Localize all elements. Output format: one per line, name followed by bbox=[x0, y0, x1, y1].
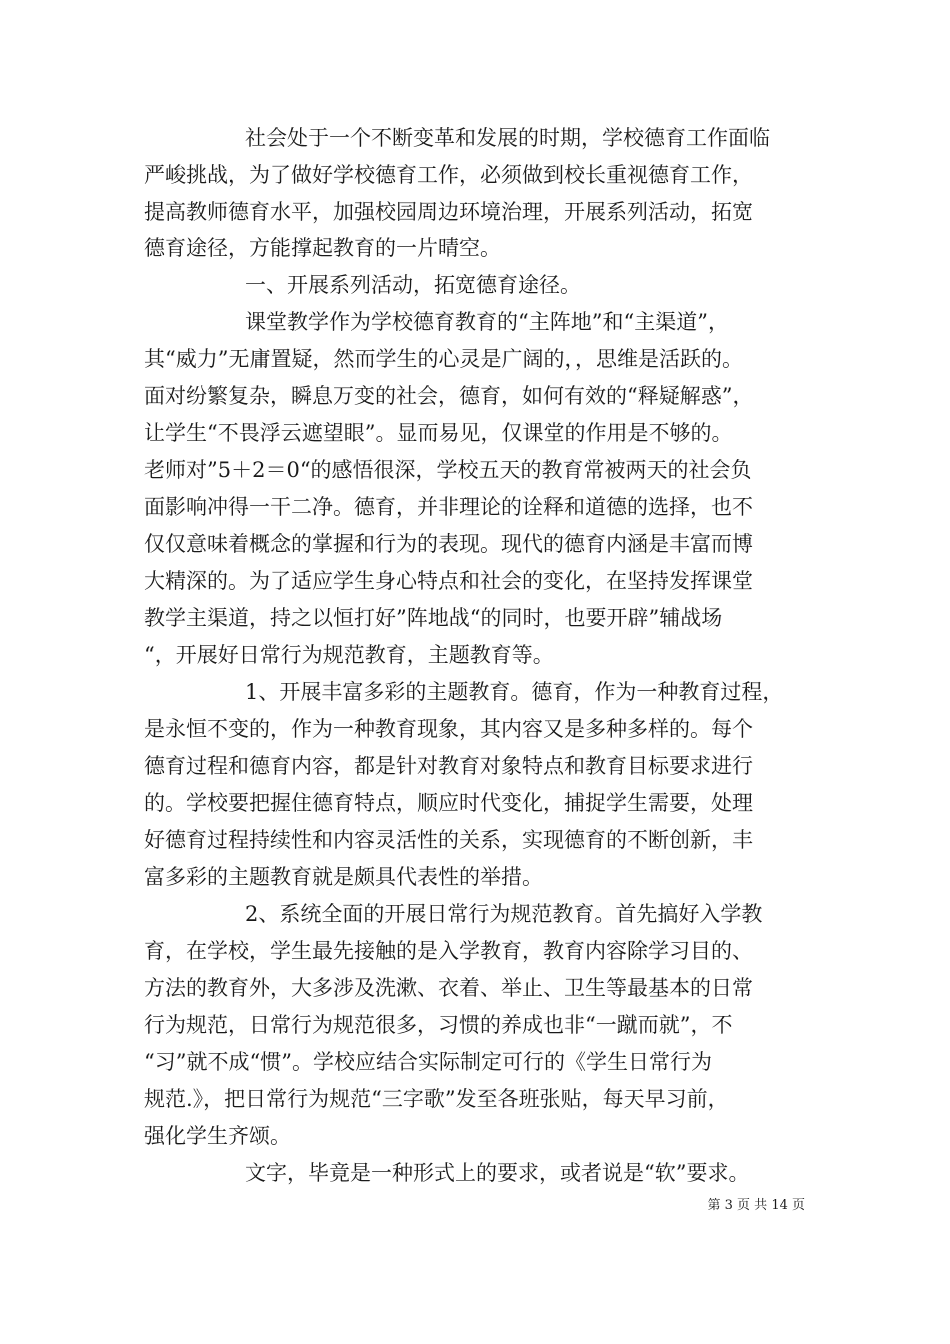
text-line: 严峻挑战，为了做好学校德育工作，必须做到校长重视德育工作， bbox=[144, 163, 753, 187]
text-line: 德育途径，方能撑起教育的一片晴空。 bbox=[144, 236, 501, 260]
text-line: 文字，毕竟是一种形式上的要求，或者说是“软”要求。 bbox=[245, 1161, 750, 1185]
page-number-footer: 第 3 页 共 14 页 bbox=[707, 1198, 805, 1213]
text-line: 方法的教育外，大多涉及洗漱、衣着、举止、卫生等最基本的日常 bbox=[144, 976, 753, 1000]
text-line: 行为规范，日常行为规范很多，习惯的养成也非“一蹴而就”，不 bbox=[144, 1013, 733, 1037]
text-line: 课堂教学作为学校德育教育的“主阵地”和“主渠道”， bbox=[245, 310, 729, 334]
text-line: 好德育过程持续性和内容灵活性的关系，实现德育的不断创新，丰 bbox=[144, 828, 753, 852]
text-line: 强化学生齐颂。 bbox=[144, 1124, 291, 1148]
text-line: “习”就不成“惯”。学校应结合实际制定可行的《学生日常行为 bbox=[144, 1050, 712, 1074]
text-line: 1、开展丰富多彩的主题教育。德育，作为一种教育过程， bbox=[245, 680, 784, 704]
text-line: 面对纷繁复杂，瞬息万变的社会，德育，如何有效的“释疑解惑”， bbox=[144, 384, 754, 408]
text-line: 社会处于一个不断变革和发展的时期，学校德育工作面临 bbox=[245, 126, 770, 150]
text-line: 其“威力”无庸置疑，然而学生的心灵是广阔的，，思维是活跃的。 bbox=[144, 347, 743, 371]
text-line: 面影响冲得一干二净。德育，并非理论的诠释和道德的选择，也不 bbox=[144, 495, 753, 519]
text-line: “，开展好日常行为规范教育，主题教育等。 bbox=[144, 643, 554, 667]
text-line: 大精深的。为了适应学生身心特点和社会的变化，在坚持发挥课堂 bbox=[144, 569, 753, 593]
text-line: 2、系统全面的开展日常行为规范教育。首先搞好入学教 bbox=[245, 902, 763, 926]
text-line: 育，在学校，学生最先接触的是入学教育，教育内容除学习目的、 bbox=[144, 939, 753, 963]
text-line: 让学生“不畏浮云遮望眼”。显而易见，仅课堂的作用是不够的。 bbox=[144, 421, 733, 445]
text-line: 德育过程和德育内容，都是针对教育对象特点和教育目标要求进行 bbox=[144, 754, 753, 778]
text-line: 教学主渠道，持之以恒打好”阵地战“的同时，也要开辟”辅战场 bbox=[144, 606, 723, 630]
text-line: 老师对”5＋2＝0“的感悟很深，学校五天的教育常被两天的社会负 bbox=[144, 458, 752, 482]
text-line: 富多彩的主题教育就是颇具代表性的举措。 bbox=[144, 865, 543, 889]
text-line: 仅仅意味着概念的掌握和行为的表现。现代的德育内涵是丰富而博 bbox=[144, 532, 753, 556]
text-line: 规范.》，把日常行为规范“三字歌”发至各班张贴，每天早习前， bbox=[144, 1087, 729, 1111]
text-line: 是永恒不变的，作为一种教育现象，其内容又是多种多样的。每个 bbox=[144, 717, 753, 741]
text-line: 的。学校要把握住德育特点，顺应时代变化，捕捉学生需要，处理 bbox=[144, 791, 753, 815]
text-line: 提高教师德育水平，加强校园周边环境治理，开展系列活动，拓宽 bbox=[144, 200, 753, 224]
section-heading: 一、开展系列活动，拓宽德育途径。 bbox=[245, 273, 581, 297]
